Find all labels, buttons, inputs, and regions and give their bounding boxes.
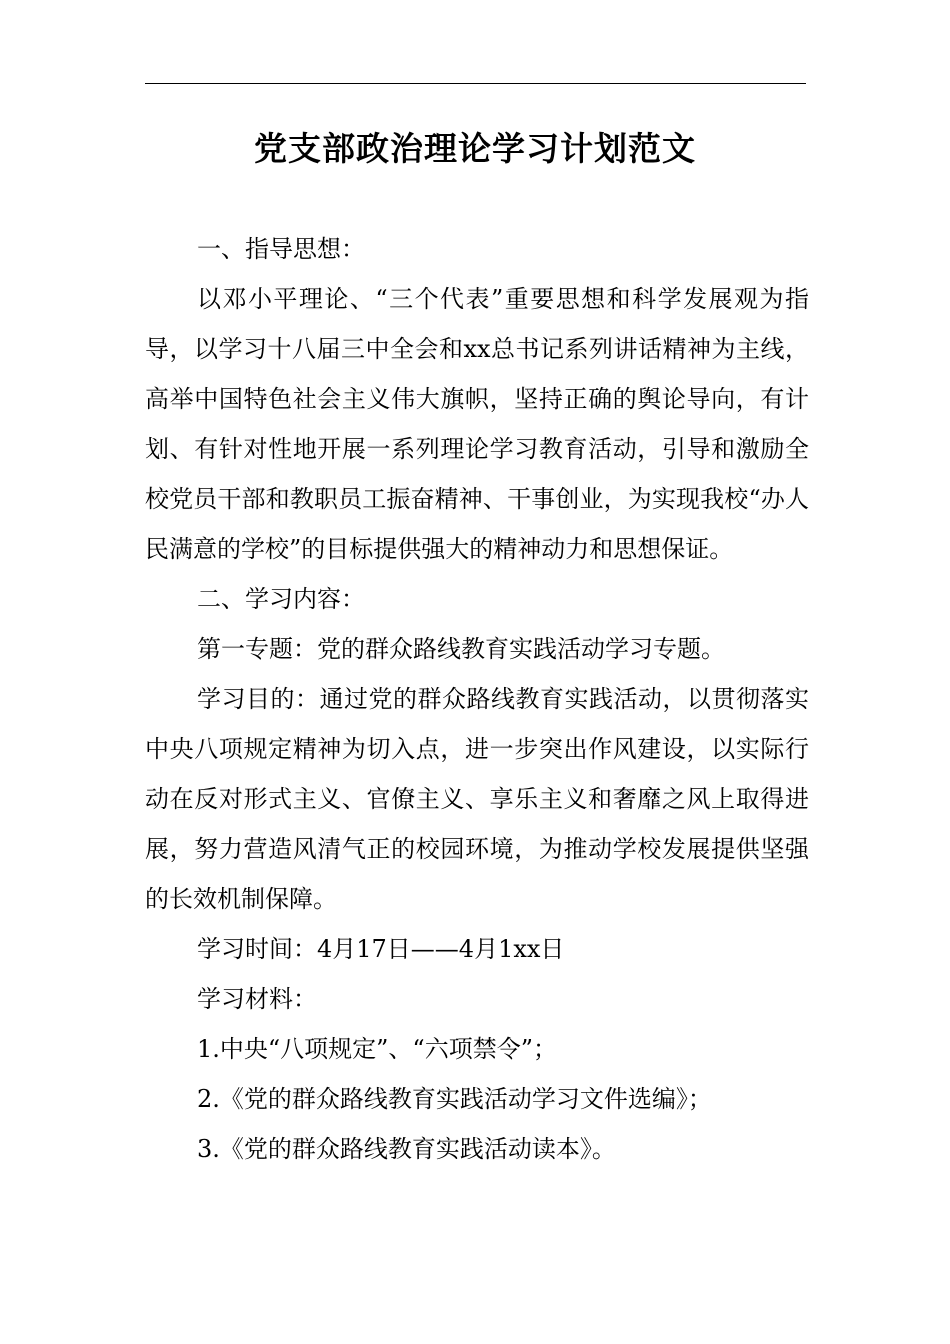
document-title: 党支部政治理论学习计划范文 <box>254 129 696 168</box>
list-item-material-3: 3.《党的群众路线教育实践活动读本》。 <box>197 1135 616 1163</box>
paragraph-study-time: 学习时间：4月17日——4月1xx日 <box>197 935 565 963</box>
paragraph-guiding-ideology: 以邓小平理论、“三个代表”重要思想和科学发展观为指导，以学习十八届三中全会和xx总书记系列讲话精神为主线，高举中国特色社会主义伟大旗帜，坚持正确的舆论导向，有计划、有针对性地开展一系列理论学习教育活动，引导和激励全校党员干部和教职员工振奋精神、干事创业，为实现我校“办人民满意的学校”的目标提供强大的精神动力和思想保证。 <box>145 285 809 563</box>
document-body <box>145 224 809 1174</box>
header-rule <box>145 83 806 84</box>
paragraph-first-topic: 第一专题：党的群众路线教育实践活动学习专题。 <box>197 635 725 663</box>
list-item-material-1: 1.中央“八项规定”、“六项禁令”； <box>197 1035 557 1063</box>
section-heading-guiding-ideology: 一、指导思想： <box>197 235 365 263</box>
paragraph-study-materials: 学习材料： <box>197 985 317 1013</box>
paragraph-study-purpose: 学习目的：通过党的群众路线教育实践活动，以贯彻落实中央八项规定精神为切入点，进一步突出作风建设，以实际行动在反对形式主义、官僚主义、享乐主义和奢靡之风上取得进展，努力营造风清气正的校园环境，为推动学校发展提供坚强的长效机制保障。 <box>145 685 809 913</box>
section-heading-study-content: 二、学习内容： <box>197 585 365 613</box>
list-item-material-2: 2.《党的群众路线教育实践活动学习文件选编》； <box>197 1085 712 1113</box>
